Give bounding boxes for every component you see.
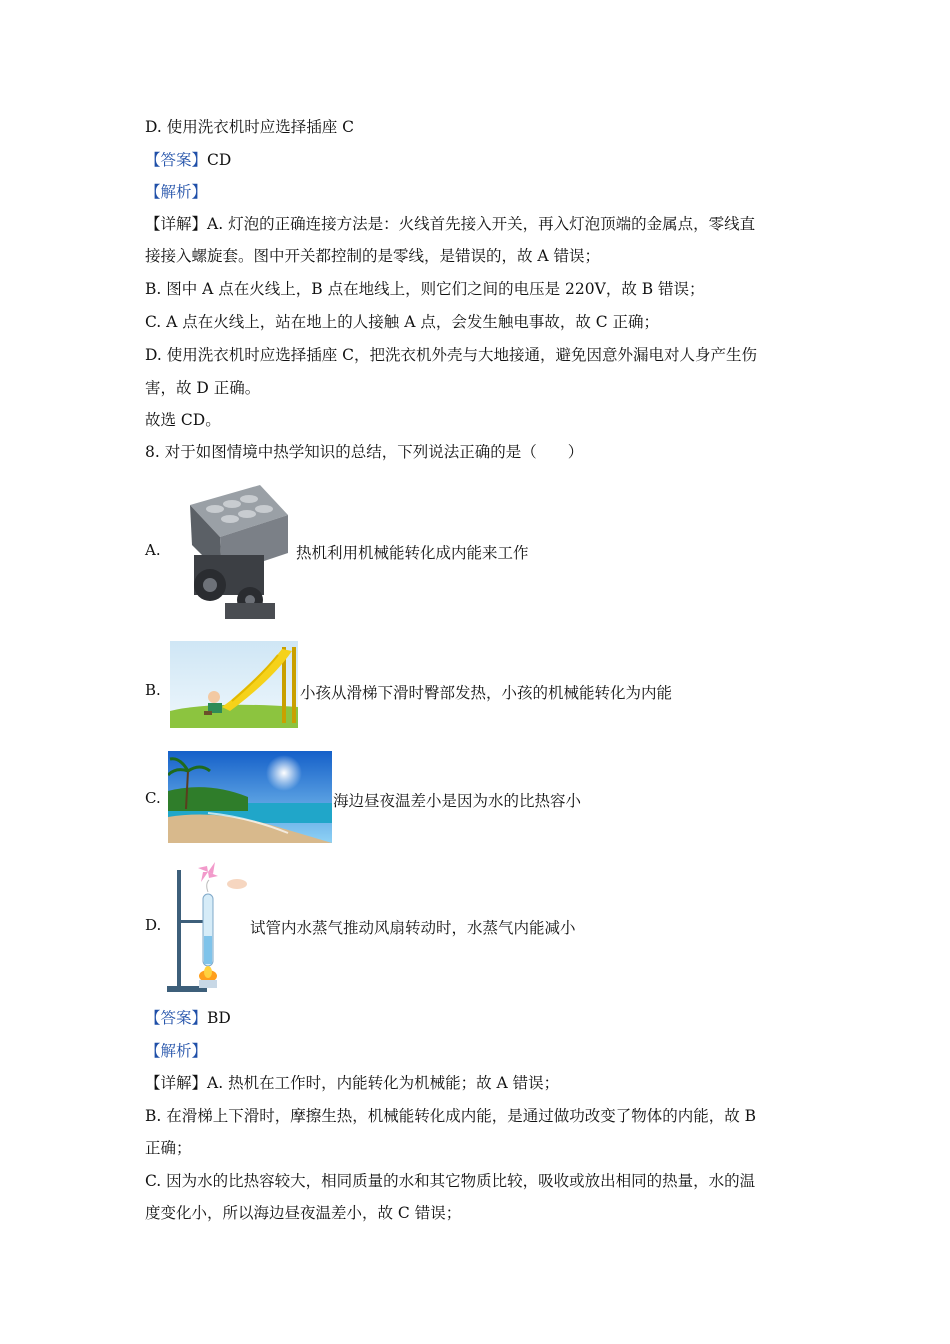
- q8-answer-tag: 【答案】: [145, 1009, 208, 1027]
- option-b-label: B.: [145, 681, 161, 699]
- answer-value: CD: [207, 151, 232, 169]
- option-a-text: 热机利用机械能转化成内能来工作: [296, 544, 529, 562]
- detail-a-line-1: 【详解】A. 灯泡的正确连接方法是：火线首先接入开关，再入灯泡顶端的金属点，零线直: [145, 215, 756, 233]
- q8-detail-b-line-2: 正确；: [145, 1139, 192, 1157]
- question-8-stem: 8. 对于如图情境中热学知识的总结，下列说法正确的是（ ）: [145, 443, 584, 461]
- option-c-label: C.: [145, 789, 161, 807]
- answer-line: [145, 150, 231, 170]
- answer-tag: 【答案】: [145, 151, 208, 169]
- option-c-text: 海边昼夜温差小是因为水的比热容小: [333, 792, 582, 810]
- q8-detail-b-line-1: B. 在滑梯上下滑时，摩擦生热，机械能转化成内能，是通过做功改变了物体的内能，故 B: [145, 1107, 757, 1125]
- q8-answer-value: BD: [207, 1009, 231, 1027]
- detail-d-line-1: D. 使用洗衣机时应选择插座 C，把洗衣机外壳与大地接通，避免因意外漏电对人身产生伤: [145, 346, 758, 364]
- q8-answer-line: [145, 1008, 231, 1028]
- slide-image: [170, 641, 298, 728]
- option-d-label: D.: [145, 916, 162, 934]
- analysis-tag: 【解析】: [145, 183, 208, 201]
- option-a-label: A.: [145, 541, 161, 559]
- detail-d-line-2: 害，故 D 正确。: [145, 379, 261, 397]
- q8-detail-a-line: 【详解】A. 热机在工作时，内能转化为机械能；故 A 错误；: [145, 1074, 560, 1092]
- detail-c-line: C. A 点在火线上，站在地上的人接触 A 点，会发生触电事故，故 C 正确；: [145, 313, 660, 331]
- detail-b-line: B. 图中 A 点在火线上，B 点在地线上，则它们之间的电压是 220V，故 B 错误；: [145, 280, 705, 298]
- beach-image: [168, 751, 332, 843]
- option-d-text: 试管内水蒸气推动风扇转动时，水蒸气内能减小: [250, 919, 576, 937]
- q8-detail-tag: 【详解】: [145, 1074, 208, 1092]
- detail-a-line-2: 接接入螺旋套。图中开关都控制的是零线，是错误的，故 A 错误；: [145, 247, 601, 265]
- option-b-text: 小孩从滑梯下滑时臀部发热，小孩的机械能转化为内能: [300, 684, 673, 702]
- option-d-line: D. 使用洗衣机时应选择插座 C: [145, 118, 355, 136]
- q8-detail-c-line-2: 度变化小，所以海边昼夜温差小，故 C 错误；: [145, 1204, 462, 1222]
- q8-analysis-tag: 【解析】: [145, 1042, 208, 1060]
- detail-tag: 【详解】: [145, 215, 208, 233]
- choose-line: 故选 CD。: [145, 411, 221, 429]
- test-tube-image: [163, 856, 249, 996]
- engine-image: [170, 475, 294, 625]
- q8-detail-c-line-1: C. 因为水的比热容较大，相同质量的水和其它物质比较，吸收或放出相同的热量，水的温: [145, 1172, 756, 1190]
